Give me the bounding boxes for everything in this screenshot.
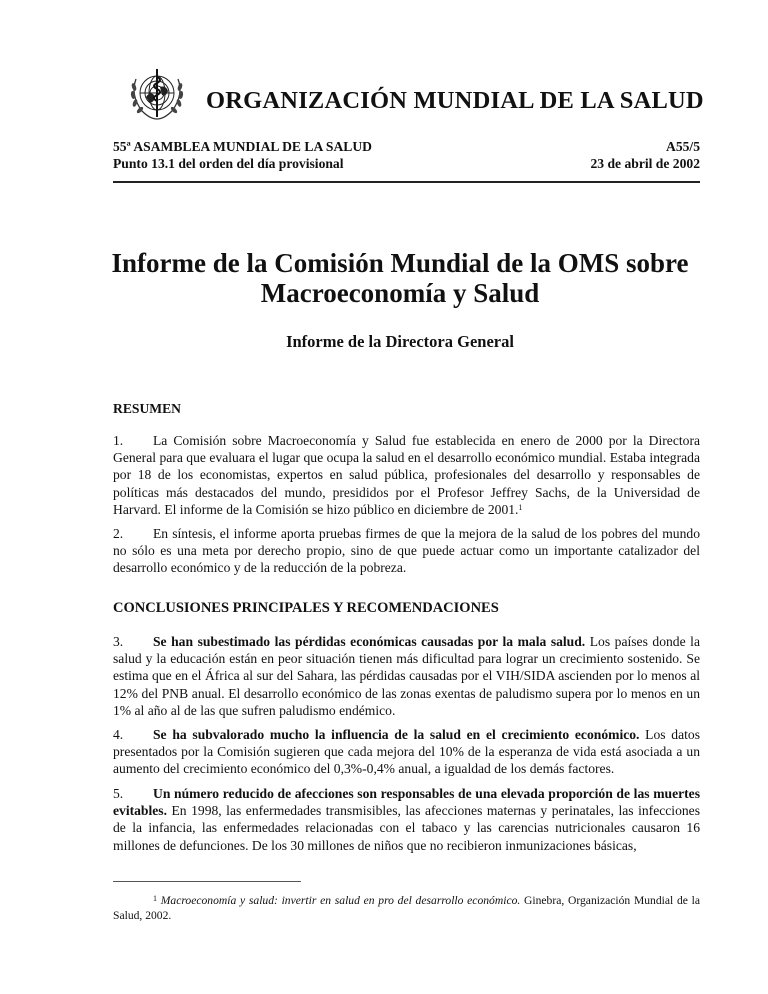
organization-title: ORGANIZACIÓN MUNDIAL DE LA SALUD — [206, 87, 704, 114]
paragraph-3 — [113, 633, 700, 719]
header-divider — [113, 181, 700, 183]
footnote-text: Ginebra, Organización Mundial de la Salud, 2002. — [113, 894, 700, 922]
conclusions-heading: CONCLUSIONES PRINCIPALES Y RECOMENDACIONES — [113, 600, 499, 616]
paragraph-2 — [113, 525, 700, 577]
report-title — [100, 248, 700, 308]
paragraph-4 — [113, 726, 700, 778]
document-info — [590, 138, 700, 172]
document-number: A55/5 — [666, 139, 700, 154]
paragraph-number: 3. — [113, 634, 124, 649]
paragraph-text: En 1998, las enfermedades transmisibles, las afecciones maternas y perinatales, las infecciones de la infancia, las enfermedades relacionadas con el tabaco y las carencias nutricionales causaron 16 millones de defunciones. De los 30 millones de niños que no recibieron inmunizaciones básicas, — [113, 803, 700, 853]
report-title-line-2: Macroeconomía y Salud — [260, 278, 540, 308]
paragraph-text: La Comisión sobre Macroeconomía y Salud fue establecida en enero de 2000 por la Directora General para que evaluara el lugar que ocupa la salud en el desarrollo económico mundial. Estaba integrada por 18 de los economistas, expertos en salud pública, profesionales del desarrollo y responsables de políticas más destacados del mundo, presididos por el Profesor Jeffrey Sachs, de la Universidad de Harvard. El informe de la Comisión se hizo público en diciembre de 2001. — [113, 433, 700, 517]
report-title-line-1: Informe de la Comisión Mundial de la OMS sobre — [111, 248, 689, 278]
paragraph-text: Los datos presentados por la Comisión sugieren que cada mejora del 10% de la esperanza de vida está asociada a un aumento del crecimiento económico del 0,3%-0,4% anual, a igualdad de los demás factores. — [113, 727, 700, 777]
paragraph-number: 2. — [113, 526, 124, 541]
paragraph-text: Los países donde la salud y la educación están en peor situación tienen más dificultad para lograr un crecimiento sostenido. Se estima que en el África al sur del Sahara, las pérdidas causadas por el VIH/SIDA ascienden por lo menos al 12% del PNB anual. El desarrollo económico de las zonas exentas de paludismo supera por lo menos en un 1% al año al de las que sufren paludismo endémico. — [113, 634, 700, 718]
footnote-divider — [113, 881, 301, 882]
paragraph-lead: Se han subestimado las pérdidas económicas causadas por la mala salud. — [153, 634, 586, 649]
assembly-name: 55ª ASAMBLEA MUNDIAL DE LA SALUD — [113, 139, 373, 154]
paragraph-number: 5. — [113, 786, 124, 801]
paragraph-number: 4. — [113, 727, 124, 742]
agenda-item: Punto 13.1 del orden del día provisional — [113, 156, 344, 171]
report-subtitle: Informe de la Directora General — [286, 332, 514, 351]
paragraph-text: En síntesis, el informe aporta pruebas firmes de que la mejora de la salud de los pobres del mundo no sólo es una meta por derecho propio, sino de que puede actuar como un importante catalizador del desarrollo económico y de la reducción de la pobreza. — [113, 526, 700, 576]
paragraph-lead: Se ha subvalorado mucho la influencia de la salud en el crecimiento económico. — [153, 727, 640, 742]
footnote-reference[interactable]: 1 — [518, 502, 523, 512]
paragraph-lead: Un número reducido de afecciones son responsables de una elevada proporción de las muertes evitables. — [113, 786, 700, 819]
document-date: 23 de abril de 2002 — [590, 156, 700, 171]
footnote-marker: 1 — [153, 894, 157, 903]
footnote-title: Macroeconomía y salud: invertir en salud en pro del desarrollo económico. — [160, 894, 521, 907]
assembly-info — [113, 138, 372, 172]
paragraph-number: 1. — [113, 433, 124, 448]
who-emblem-icon — [126, 67, 188, 123]
summary-heading: RESUMEN — [113, 401, 181, 416]
footnote — [113, 893, 700, 923]
paragraph-5 — [113, 785, 700, 854]
paragraph-1 — [113, 432, 700, 518]
